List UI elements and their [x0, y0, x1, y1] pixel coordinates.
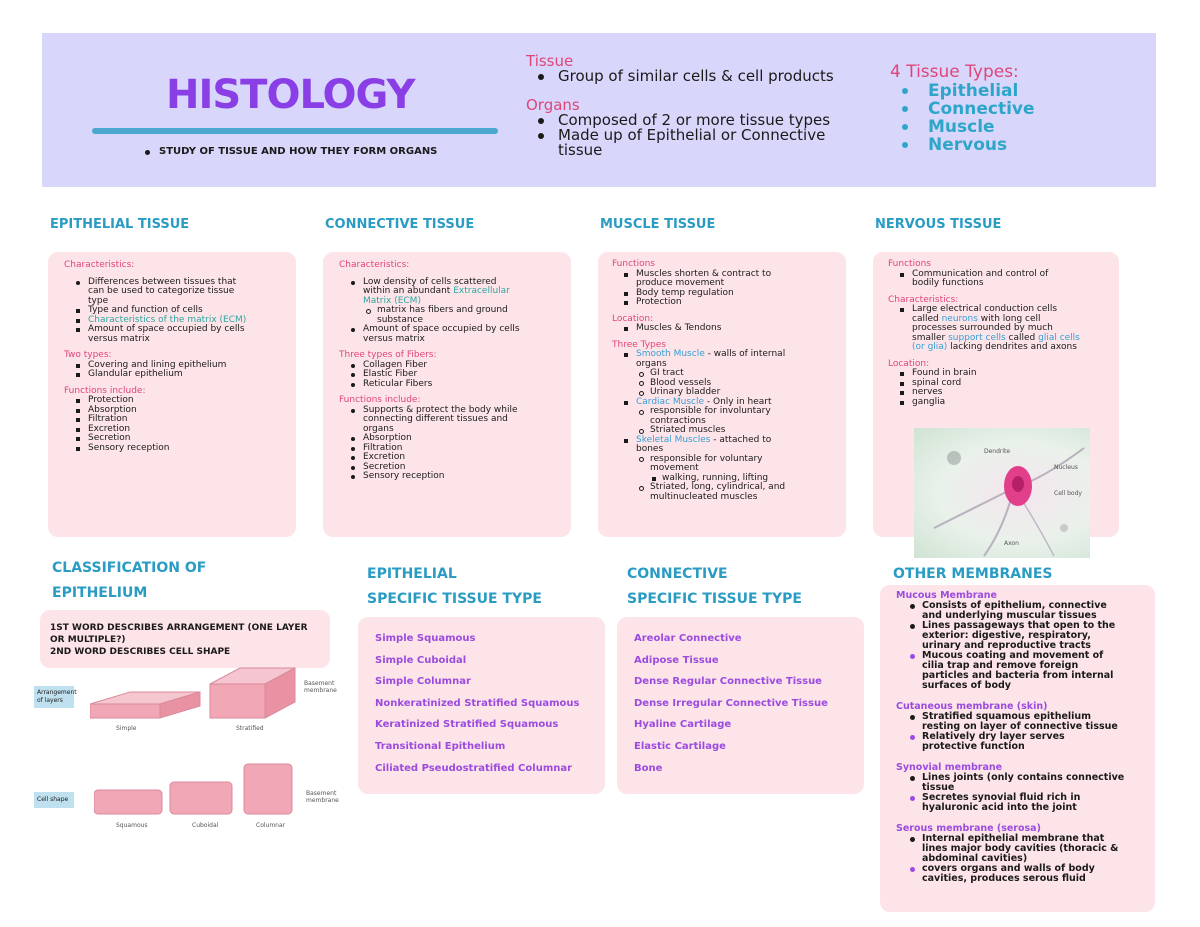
membranes-heading: OTHER MEMBRANES	[893, 566, 1053, 582]
neuron-micrograph	[914, 428, 1090, 558]
location-label: Location:	[888, 358, 930, 369]
text-span: smaller	[912, 332, 949, 343]
tissue-types-title: 4 Tissue Types:	[890, 62, 1019, 82]
label-squamous: Squamous	[116, 822, 148, 829]
nervous-card-content	[888, 260, 1118, 407]
list-item: Consists of epithelium, connective	[896, 601, 1152, 611]
list-item: Secretes synovial fluid rich in	[896, 793, 1152, 803]
epithelial-card-content	[64, 261, 294, 453]
label-basement-membrane: Basement membrane	[304, 680, 337, 694]
list-item: Supports & protect the body while	[339, 406, 569, 416]
organs-definition-3: tissue	[558, 141, 603, 159]
cutaneous-label: Cutaneous membrane (skin)	[896, 701, 1048, 712]
muscle-card-content	[612, 260, 844, 502]
list-item: Relatively dry layer serves	[896, 732, 1152, 742]
list-item: Keratinized Stratified Squamous	[375, 719, 559, 731]
list-item: ganglia	[888, 398, 1118, 408]
muscle-heading: MUSCLE TISSUE	[600, 217, 716, 232]
functions-label: Functions include:	[339, 395, 421, 405]
membranes-content	[896, 591, 1152, 884]
list-item-cont: cilia trap and remove foreign	[922, 660, 1079, 671]
list-item: Found in brain	[888, 369, 1118, 379]
list-item-cont: and underlying muscular tissues	[922, 610, 1097, 621]
list-item: Dense Regular Connective Tissue	[634, 676, 822, 688]
highlight-span: (or glia)	[912, 342, 948, 352]
list-item-cont: hyaluronic acid into the joint	[922, 802, 1077, 813]
list-item: Transitional Epithelium	[375, 740, 506, 752]
tissue-type-item: Epithelial	[890, 82, 1035, 100]
characteristics-label: Characteristics:	[888, 294, 959, 305]
list-item: Muscles & Tendons	[612, 324, 844, 334]
two-types-label: Two types:	[64, 350, 112, 360]
list-item-cont: urinary and reproductive tracts	[922, 640, 1091, 651]
list-item-cont: protective function	[922, 741, 1025, 752]
note-line: OR MULTIPLE?)	[50, 635, 126, 645]
list-item: Mucous coating and movement of	[896, 651, 1152, 661]
list-item-cont: connecting different tissues and	[363, 414, 508, 424]
list-item-cont: contractions	[650, 415, 706, 426]
list-item: Internal epithelial membrane that	[896, 834, 1152, 844]
highlight-span: Skeletal Muscles	[636, 434, 711, 445]
list-item: Absorption	[339, 434, 569, 444]
arrangement-label: Arrangement of layers	[34, 686, 74, 708]
list-item-cont: abdominal cavities)	[922, 853, 1028, 864]
list-item-cont: processes surrounded by much	[912, 323, 1053, 333]
list-item-cont: lines major body cavities (thoracic &	[922, 843, 1119, 854]
three-types-label: Three Types	[612, 339, 666, 350]
list-item: Excretion	[339, 453, 569, 463]
list-item: Muscles shorten & contract to	[612, 270, 844, 280]
list-item-cont: produce movement	[636, 278, 725, 288]
list-item: Communication and control of	[888, 270, 1118, 280]
text-span: lacking dendrites and axons	[947, 342, 1077, 352]
list-item: Ciliated Pseudostratified Columnar	[375, 762, 573, 774]
synovial-label: Synovial membrane	[896, 762, 1003, 773]
text-span: - walls of internal	[704, 349, 786, 359]
characteristics-label: Characteristics:	[64, 260, 135, 270]
sub-list-item: GI tract	[612, 369, 844, 379]
tissue-definition: Group of similar cells & cell products	[526, 69, 876, 84]
list-item: Simple Cuboidal	[375, 654, 467, 666]
epithelial-types-heading	[367, 562, 542, 612]
cell-shape-diagram	[94, 760, 304, 820]
heading-line: EPITHELIAL	[367, 566, 457, 582]
list-item-cont: bodily functions	[912, 278, 984, 288]
list-item: spinal cord	[888, 379, 1118, 389]
list-item-cont: cavities, produces serous fluid	[922, 873, 1086, 884]
list-item	[612, 350, 844, 360]
list-item: Type and function of cells	[64, 306, 294, 316]
fibers-label: Three types of Fibers:	[339, 350, 437, 360]
heading-line: CONNECTIVE	[627, 566, 728, 582]
highlight-span: Extracellular	[453, 286, 510, 296]
tissue-label: Tissue	[526, 52, 574, 70]
list-item: Differences between tissues that	[64, 278, 294, 288]
list-item: Elastic Cartilage	[634, 740, 726, 752]
epithelial-heading: EPITHELIAL TISSUE	[50, 217, 190, 232]
list-item-cont: multinucleated muscles	[650, 491, 758, 502]
list-item-cont: resting on layer of connective tissue	[922, 721, 1118, 732]
list-item-cont: surfaces of body	[922, 680, 1011, 691]
list-item: nerves	[888, 388, 1118, 398]
organs-label: Organs	[526, 96, 580, 114]
epithelial-types-list	[375, 628, 580, 779]
label-cell-body: Cell body	[1054, 490, 1082, 497]
list-item-cont: movement	[650, 463, 699, 473]
list-item: Collagen Fiber	[339, 361, 569, 371]
list-item: Characteristics of the matrix (ECM)	[64, 316, 294, 326]
serous-label: Serous membrane (serosa)	[896, 823, 1041, 834]
page-subtitle: STUDY OF TISSUE AND HOW THEY FORM ORGANS	[145, 146, 1200, 157]
list-item-cont: particles and bacteria from internal	[922, 670, 1114, 681]
list-item: Glandular epithelium	[64, 370, 294, 380]
sub-list-item: Striated muscles	[612, 426, 844, 436]
label-nucleus: Nucleus	[1054, 464, 1078, 471]
classification-note	[50, 622, 308, 658]
functions-label: Functions	[888, 259, 931, 269]
text-span: - Only in heart	[704, 396, 772, 407]
list-item-cont: substance	[377, 314, 424, 325]
text-span: with long cell	[977, 313, 1041, 324]
list-item: Nonkeratinized Stratified Squamous	[375, 697, 580, 709]
list-item-cont: organs	[636, 358, 667, 369]
mucous-label: Mucous Membrane	[896, 590, 997, 601]
nervous-heading: NERVOUS TISSUE	[875, 217, 1002, 232]
list-item: Reticular Fibers	[339, 380, 569, 390]
tissue-type-item: Muscle	[890, 118, 1035, 136]
list-item: Amount of space occupied by cells	[339, 325, 569, 335]
sub-list-item: Urinary bladder	[612, 388, 844, 398]
title-underline	[92, 128, 498, 134]
label-basement-membrane-2: Basement membrane	[306, 790, 339, 804]
list-item: Secretion	[64, 434, 294, 444]
list-item: Amount of space occupied by cells	[64, 325, 294, 335]
list-item-cont: tissue	[922, 782, 955, 793]
list-item: Protection	[612, 298, 844, 308]
tissue-types-list	[890, 82, 1035, 154]
list-item-cont	[888, 343, 1118, 353]
list-item: Covering and lining epithelium	[64, 361, 294, 371]
arrangement-diagram	[90, 664, 320, 732]
list-item: Lines passageways that open to the	[896, 621, 1152, 631]
organs-definition-2: Made up of Epithelial or Connective	[526, 128, 876, 143]
text-span: called	[1005, 332, 1039, 343]
tissue-type-item: Connective	[890, 100, 1035, 118]
label-cuboidal: Cuboidal	[192, 822, 219, 829]
list-item: Absorption	[64, 406, 294, 416]
connective-heading: CONNECTIVE TISSUE	[325, 217, 475, 232]
connective-types-list	[634, 628, 828, 779]
list-item-cont: type	[88, 295, 109, 306]
highlight-span: glial cells	[1038, 332, 1080, 343]
sub-list-item: responsible for voluntary	[612, 455, 844, 465]
characteristics-label: Characteristics:	[339, 260, 410, 270]
list-item: Bone	[634, 762, 663, 774]
highlight-span: Smooth Muscle	[636, 349, 705, 359]
text-span: called	[912, 313, 942, 324]
list-item: Elastic Fiber	[339, 370, 569, 380]
highlight-span: support cells	[948, 332, 1006, 343]
list-item-cont: versus matrix	[88, 333, 150, 344]
note-line: 2ND WORD DESCRIBES CELL SHAPE	[50, 647, 231, 657]
list-item: Hyaline Cartilage	[634, 719, 732, 731]
highlight-span: neurons	[941, 313, 978, 324]
sub-list-item: Blood vessels	[612, 379, 844, 389]
connective-card-content	[339, 261, 569, 482]
list-item: Simple Squamous	[375, 633, 476, 644]
page-title: HISTOLOGY	[166, 72, 415, 118]
text-span: - attached to	[710, 434, 772, 445]
list-item: covers organs and walls of body	[896, 864, 1152, 874]
classification-heading	[52, 556, 206, 606]
list-item: Low density of cells scattered	[339, 278, 569, 288]
list-item-cont: exterior: digestive, respiratory,	[922, 630, 1091, 641]
cell-shape-label: Cell shape	[34, 792, 74, 808]
list-item: Filtration	[64, 415, 294, 425]
connective-types-heading	[627, 562, 802, 612]
list-item-cont: can be used to categorize tissue	[88, 286, 235, 296]
label-dendrite: Dendrite	[984, 448, 1011, 455]
note-line: 1ST WORD DESCRIBES ARRANGEMENT (ONE LAYER	[50, 623, 308, 633]
list-item: Simple Columnar	[375, 676, 471, 688]
list-item: Protection	[64, 396, 294, 406]
list-item: Adipose Tissue	[634, 654, 719, 666]
sub-list-item: Striated, long, cylindrical, and	[612, 483, 844, 493]
heading-line: SPECIFIC TISSUE TYPE	[627, 591, 802, 607]
label-columnar: Columnar	[256, 822, 286, 829]
sub-list-item: responsible for involuntary	[612, 407, 844, 417]
label-simple: Simple	[116, 725, 137, 732]
label-stratified: Stratified	[236, 725, 264, 732]
list-item: Lines joints (only contains connective	[896, 773, 1152, 783]
list-item: Areolar Connective	[634, 633, 742, 644]
list-item	[612, 436, 844, 446]
list-item: Large electrical conduction cells	[888, 305, 1118, 315]
list-item: Sensory reception	[64, 444, 294, 454]
list-item-cont: organs	[363, 423, 394, 434]
label-axon: Axon	[1004, 540, 1019, 547]
list-item-cont: Matrix (ECM)	[363, 295, 421, 306]
list-item: Filtration	[339, 444, 569, 454]
text-span: within an abundant	[363, 286, 454, 296]
list-item: Stratified squamous epithelium	[896, 712, 1152, 722]
heading-line: SPECIFIC TISSUE TYPE	[367, 591, 542, 607]
list-item: Dense Irregular Connective Tissue	[634, 697, 828, 709]
list-item: Body temp regulation	[612, 289, 844, 299]
list-item-cont: bones	[636, 444, 664, 454]
tissue-type-item: Nervous	[890, 136, 1035, 154]
heading-line: CLASSIFICATION OF	[52, 560, 207, 576]
organs-definition-1: Composed of 2 or more tissue types	[526, 113, 876, 128]
list-item: Sensory reception	[339, 472, 569, 482]
functions-label: Functions include:	[64, 385, 146, 396]
highlight-span: Cardiac Muscle	[636, 396, 705, 407]
sub-sub-list-item: walking, running, lifting	[612, 474, 844, 484]
sub-list-item: matrix has fibers and ground	[339, 306, 569, 316]
location-label: Location:	[612, 313, 654, 324]
list-item: Secretion	[339, 463, 569, 473]
list-item-cont: versus matrix	[363, 333, 425, 344]
functions-label: Functions	[612, 259, 655, 269]
tissue-organs-definitions	[526, 54, 876, 158]
heading-line: EPITHELIUM	[52, 585, 148, 601]
list-item: Excretion	[64, 425, 294, 435]
